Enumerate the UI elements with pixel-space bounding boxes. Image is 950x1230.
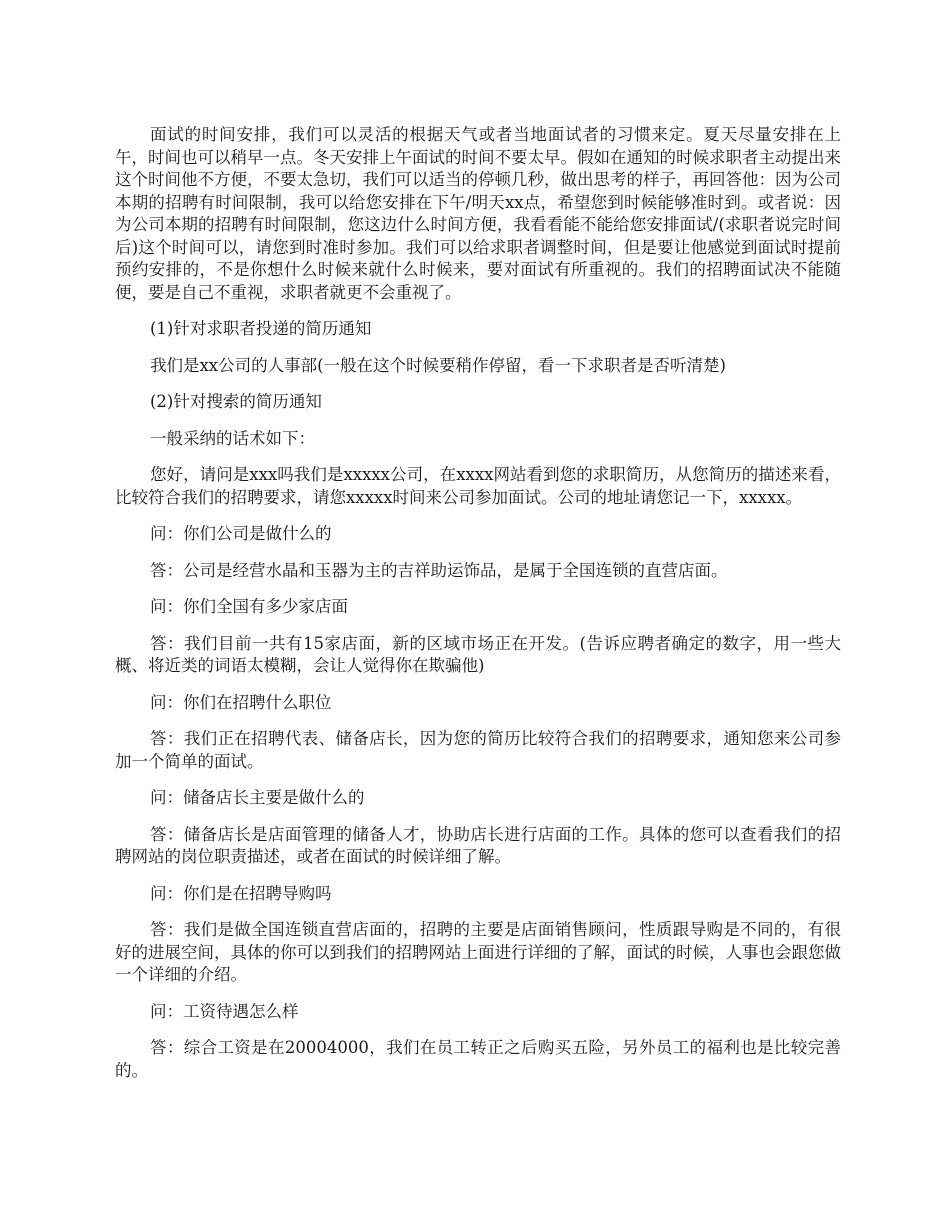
- paragraph-script-intro: 一般采纳的话术如下：: [150, 428, 315, 448]
- question-salary: 问：工资待遇怎么样: [150, 1001, 299, 1021]
- question-reserve-manager: 问：储备店长主要是做什么的: [150, 788, 365, 807]
- answer-salary: 答：综合工资是在20004000，我们在员工转正之后购买五险，另外员工的福利也是比较完善的。: [115, 1038, 841, 1080]
- paragraph-greeting-script: 您好，请问是xxx吗我们是xxxxx公司，在xxxx网站看到您的求职简历，从您简历的描述来看，比较符合我们的招聘要求，请您xxxxx时间来公司参加面试。公司的地址请您记一下，xxxxx。: [115, 465, 841, 507]
- document-body: [115, 124, 841, 1096]
- answer-positions: 答：我们正在招聘代表、储备店长，因为您的简历比较符合我们的招聘要求，通知您来公司参加一个简单的面试。: [115, 729, 841, 771]
- question-store-count: 问：你们全国有多少家店面: [150, 597, 348, 616]
- question-positions: 问：你们在招聘什么职位: [150, 692, 332, 712]
- answer-store-count: 答：我们目前一共有15家店面，新的区域市场正在开发。(告诉应聘者确定的数字，用一些大概、将近类的词语太模糊，会让人觉得你在欺骗他): [115, 633, 841, 675]
- answer-shopping-guide: 答：我们是做全国连锁直营店面的，招聘的主要是店面销售顾问，性质跟导购是不同的，有很好的进展空间，具体的你可以到我们的招聘网站上面进行详细的了解，面试的时候，人事也会跟您做一个详细的介绍。: [115, 920, 841, 984]
- heading-resume-notice-search: (2)针对搜索的简历通知: [150, 392, 322, 411]
- answer-reserve-manager: 答：储备店长是店面管理的储备人才，协助店长进行店面的工作。具体的您可以查看我们的招聘网站的岗位职责描述，或者在面试的时候详细了解。: [115, 824, 841, 866]
- paragraph-interview-scheduling: 面试的时间安排，我们可以灵活的根据天气或者当地面试者的习惯来定。夏天尽量安排在上午，时间也可以稍早一点。冬天安排上午面试的时间不要太早。假如在通知的时候求职者主动提出来这个时间他不方便，不要太急切，我们可以适当的停顿几秒，做出思考的样子，再回答他：因为公司本期的招聘有时间限制，我可以给您安排在下午/明天xx点，希望您到时候能够准时到。或者说：因为公司本期的招聘有时间限制，您这边什么时间方便，我看看能不能给您安排面试/(求职者说完时间后)这个时间可以，请您到时准时参加。我们可以给求职者调整时间，但是要让他感觉到面试时提前预约安排的，不是你想什么时候来就什么时候来，要对面试有所重视的。我们的招聘面试决不能随便，要是自己不重视，求职者就更不会重视了。: [115, 125, 841, 302]
- paragraph-company-intro: 我们是xx公司的人事部(一般在这个时候要稍作停留，看一下求职者是否听清楚): [150, 355, 726, 375]
- question-shopping-guide: 问：你们是在招聘导购吗: [150, 883, 332, 903]
- question-company-business: 问：你们公司是做什么的: [150, 524, 332, 543]
- heading-resume-notice-applicant: (1)针对求职者投递的简历通知: [150, 319, 372, 338]
- answer-company-business: 答：公司是经营水晶和玉器为主的吉祥助运饰品，是属于全国连锁的直营店面。: [150, 560, 728, 580]
